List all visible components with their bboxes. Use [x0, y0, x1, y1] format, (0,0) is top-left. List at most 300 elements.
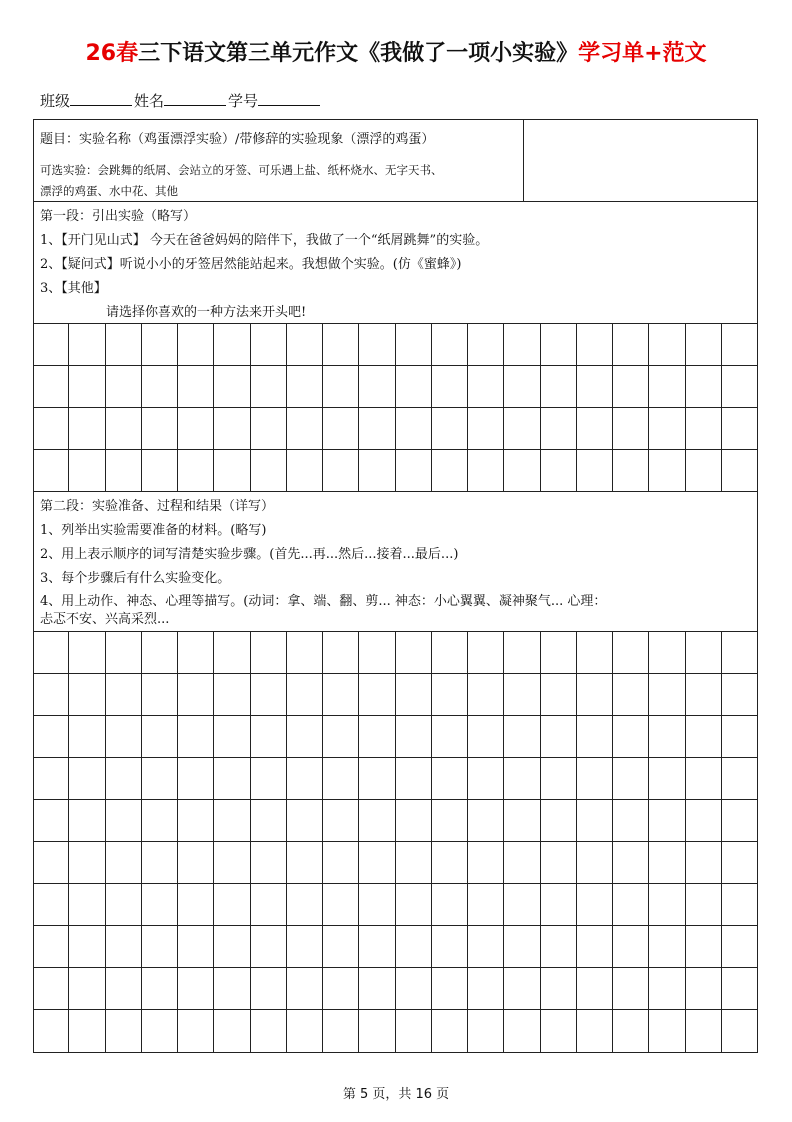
grid-cell[interactable] — [359, 674, 395, 715]
grid-cell[interactable] — [323, 884, 359, 925]
grid-cell[interactable] — [504, 800, 540, 841]
grid-cell[interactable] — [106, 324, 142, 365]
grid-cell[interactable] — [287, 324, 323, 365]
grid-cell[interactable] — [541, 842, 577, 883]
grid-cell[interactable] — [686, 884, 722, 925]
grid-cell[interactable] — [214, 408, 250, 449]
grid-cell[interactable] — [577, 1010, 613, 1052]
grid-cell[interactable] — [577, 450, 613, 492]
grid-cell[interactable] — [323, 450, 359, 492]
grid-cell[interactable] — [432, 408, 468, 449]
grid-cell[interactable] — [33, 884, 69, 925]
grid-cell[interactable] — [359, 842, 395, 883]
grid-cell[interactable] — [251, 408, 287, 449]
grid-cell[interactable] — [287, 450, 323, 492]
grid-cell[interactable] — [142, 450, 178, 492]
grid-cell[interactable] — [178, 450, 214, 492]
grid-cell[interactable] — [359, 450, 395, 492]
grid-cell[interactable] — [287, 366, 323, 407]
grid-cell[interactable] — [106, 674, 142, 715]
grid-cell[interactable] — [106, 926, 142, 967]
grid-cell[interactable] — [432, 450, 468, 492]
grid-cell[interactable] — [577, 758, 613, 799]
grid-cell[interactable] — [396, 968, 432, 1009]
grid-cell[interactable] — [396, 450, 432, 492]
grid-cell[interactable] — [396, 758, 432, 799]
grid-cell[interactable] — [69, 800, 105, 841]
grid-cell[interactable] — [649, 800, 685, 841]
grid-cell[interactable] — [541, 758, 577, 799]
grid-cell[interactable] — [613, 408, 649, 449]
grid-cell[interactable] — [178, 674, 214, 715]
grid-cell[interactable] — [178, 1010, 214, 1052]
grid-cell[interactable] — [432, 632, 468, 673]
grid-cell[interactable] — [69, 1010, 105, 1052]
grid-cell[interactable] — [468, 632, 504, 673]
grid-cell[interactable] — [504, 1010, 540, 1052]
grid-cell[interactable] — [251, 968, 287, 1009]
grid-cell[interactable] — [178, 758, 214, 799]
grid-cell[interactable] — [722, 758, 758, 799]
grid-cell[interactable] — [142, 674, 178, 715]
grid-cell[interactable] — [504, 884, 540, 925]
grid-cell[interactable] — [396, 926, 432, 967]
grid-cell[interactable] — [69, 632, 105, 673]
grid-cell[interactable] — [251, 758, 287, 799]
grid-cell[interactable] — [142, 968, 178, 1009]
grid-cell[interactable] — [541, 366, 577, 407]
grid-cell[interactable] — [251, 366, 287, 407]
grid-cell[interactable] — [106, 884, 142, 925]
grid-cell[interactable] — [178, 632, 214, 673]
grid-cell[interactable] — [214, 968, 250, 1009]
grid-cell[interactable] — [106, 968, 142, 1009]
grid-cell[interactable] — [432, 366, 468, 407]
topic-column-divider — [523, 119, 524, 201]
grid-cell[interactable] — [359, 1010, 395, 1052]
section1-item2: 2、【疑问式】听说小小的牙签居然能站起来。我想做个实验。(仿《蜜蜂》) — [40, 257, 462, 272]
grid-cell[interactable] — [541, 716, 577, 757]
grid-cell[interactable] — [69, 842, 105, 883]
grid-cell[interactable] — [323, 842, 359, 883]
grid-cell[interactable] — [686, 366, 722, 407]
grid-cell[interactable] — [359, 926, 395, 967]
grid-cell[interactable] — [33, 366, 69, 407]
grid-cell[interactable] — [613, 800, 649, 841]
grid-cell[interactable] — [504, 926, 540, 967]
grid-cell[interactable] — [251, 450, 287, 492]
grid-cell[interactable] — [468, 968, 504, 1009]
grid-cell[interactable] — [504, 968, 540, 1009]
grid-cell[interactable] — [69, 450, 105, 492]
grid-cell[interactable] — [396, 842, 432, 883]
title-grade-tag: 26春 — [85, 41, 139, 66]
grid-cell[interactable] — [541, 884, 577, 925]
grid-cell[interactable] — [504, 408, 540, 449]
grid-cell[interactable] — [214, 758, 250, 799]
section1-heading: 第一段：引出实验（略写） — [40, 209, 197, 224]
grid-cell[interactable] — [577, 632, 613, 673]
grid-row — [33, 674, 758, 716]
grid-cell[interactable] — [251, 842, 287, 883]
grid-cell[interactable] — [214, 716, 250, 757]
grid-cell[interactable] — [686, 968, 722, 1009]
grid-cell[interactable] — [251, 1010, 287, 1052]
grid-cell[interactable] — [613, 968, 649, 1009]
grid-cell[interactable] — [649, 674, 685, 715]
grid-cell[interactable] — [686, 1010, 722, 1052]
grid-cell[interactable] — [214, 450, 250, 492]
grid-cell[interactable] — [504, 716, 540, 757]
grid-cell[interactable] — [649, 408, 685, 449]
grid-cell[interactable] — [686, 450, 722, 492]
grid-cell[interactable] — [468, 366, 504, 407]
grid-cell[interactable] — [323, 408, 359, 449]
grid-cell[interactable] — [504, 758, 540, 799]
grid-cell[interactable] — [214, 800, 250, 841]
grid-cell[interactable] — [178, 716, 214, 757]
grid-cell[interactable] — [649, 366, 685, 407]
grid-cell[interactable] — [359, 758, 395, 799]
grid-cell[interactable] — [396, 632, 432, 673]
grid-cell[interactable] — [142, 1010, 178, 1052]
grid-cell[interactable] — [722, 716, 758, 757]
grid-cell[interactable] — [577, 366, 613, 407]
writing-grid-1[interactable] — [33, 324, 758, 492]
grid-cell[interactable] — [722, 324, 758, 365]
name-label: 姓名 — [134, 92, 165, 110]
grid-cell[interactable] — [142, 632, 178, 673]
grid-cell[interactable] — [396, 800, 432, 841]
grid-cell[interactable] — [613, 674, 649, 715]
grid-cell[interactable] — [577, 968, 613, 1009]
grid-cell[interactable] — [323, 716, 359, 757]
grid-cell[interactable] — [359, 968, 395, 1009]
grid-cell[interactable] — [33, 800, 69, 841]
grid-cell[interactable] — [69, 408, 105, 449]
grid-cell[interactable] — [722, 842, 758, 883]
grid-cell[interactable] — [613, 884, 649, 925]
grid-cell[interactable] — [396, 1010, 432, 1052]
grid-cell[interactable] — [396, 324, 432, 365]
grid-cell[interactable] — [396, 366, 432, 407]
grid-cell[interactable] — [649, 632, 685, 673]
grid-cell[interactable] — [33, 758, 69, 799]
grid-cell[interactable] — [178, 324, 214, 365]
grid-cell[interactable] — [323, 324, 359, 365]
grid-cell[interactable] — [106, 450, 142, 492]
grid-cell[interactable] — [722, 926, 758, 967]
grid-cell[interactable] — [504, 450, 540, 492]
grid-cell[interactable] — [323, 1010, 359, 1052]
grid-cell[interactable] — [504, 632, 540, 673]
grid-cell[interactable] — [649, 758, 685, 799]
grid-cell[interactable] — [686, 408, 722, 449]
grid-cell[interactable] — [396, 674, 432, 715]
grid-cell[interactable] — [142, 884, 178, 925]
grid-cell[interactable] — [69, 758, 105, 799]
grid-cell[interactable] — [468, 926, 504, 967]
grid-cell[interactable] — [541, 632, 577, 673]
grid-cell[interactable] — [69, 926, 105, 967]
grid-cell[interactable] — [432, 758, 468, 799]
grid-cell[interactable] — [468, 842, 504, 883]
grid-cell[interactable] — [541, 1010, 577, 1052]
grid-cell[interactable] — [106, 632, 142, 673]
grid-cell[interactable] — [178, 884, 214, 925]
grid-cell[interactable] — [287, 408, 323, 449]
grid-cell[interactable] — [323, 800, 359, 841]
id-blank[interactable] — [258, 91, 320, 106]
grid-cell[interactable] — [722, 674, 758, 715]
grid-cell[interactable] — [214, 884, 250, 925]
grid-cell[interactable] — [577, 800, 613, 841]
grid-cell[interactable] — [214, 1010, 250, 1052]
grid-cell[interactable] — [106, 1010, 142, 1052]
grid-cell[interactable] — [251, 800, 287, 841]
grid-cell[interactable] — [323, 366, 359, 407]
grid-cell[interactable] — [686, 632, 722, 673]
grid-cell[interactable] — [359, 366, 395, 407]
grid-cell[interactable] — [577, 324, 613, 365]
grid-cell[interactable] — [722, 450, 758, 492]
grid-cell[interactable] — [577, 674, 613, 715]
grid-row — [33, 716, 758, 758]
grid-cell[interactable] — [33, 324, 69, 365]
grid-cell[interactable] — [142, 800, 178, 841]
writing-grid-2[interactable] — [33, 632, 758, 1052]
grid-cell[interactable] — [649, 968, 685, 1009]
grid-cell[interactable] — [287, 758, 323, 799]
grid-cell[interactable] — [686, 324, 722, 365]
grid-cell[interactable] — [722, 800, 758, 841]
grid-cell[interactable] — [69, 324, 105, 365]
grid-cell[interactable] — [722, 884, 758, 925]
grid-cell[interactable] — [468, 674, 504, 715]
grid-cell[interactable] — [33, 450, 69, 492]
topic-options-line2: 漂浮的鸡蛋、水中花、其他 — [40, 184, 178, 198]
grid-cell[interactable] — [649, 324, 685, 365]
grid-cell[interactable] — [359, 408, 395, 449]
grid-cell[interactable] — [323, 968, 359, 1009]
grid-cell[interactable] — [214, 366, 250, 407]
grid-cell[interactable] — [432, 716, 468, 757]
grid-cell[interactable] — [178, 800, 214, 841]
grid-cell[interactable] — [541, 324, 577, 365]
grid-cell[interactable] — [613, 366, 649, 407]
grid-cell[interactable] — [541, 408, 577, 449]
grid-cell[interactable] — [214, 926, 250, 967]
grid-cell[interactable] — [323, 632, 359, 673]
grid-cell[interactable] — [142, 758, 178, 799]
grid-cell[interactable] — [106, 408, 142, 449]
grid-cell[interactable] — [33, 926, 69, 967]
class-blank[interactable] — [70, 91, 132, 106]
grid-cell[interactable] — [396, 408, 432, 449]
grid-cell[interactable] — [504, 674, 540, 715]
grid-cell[interactable] — [178, 842, 214, 883]
grid-cell[interactable] — [142, 842, 178, 883]
grid-cell[interactable] — [649, 1010, 685, 1052]
grid-cell[interactable] — [33, 408, 69, 449]
grid-cell[interactable] — [142, 366, 178, 407]
grid-cell[interactable] — [541, 800, 577, 841]
grid-cell[interactable] — [686, 842, 722, 883]
grid-cell[interactable] — [432, 884, 468, 925]
grid-cell[interactable] — [504, 842, 540, 883]
grid-cell[interactable] — [106, 716, 142, 757]
grid-cell[interactable] — [287, 674, 323, 715]
grid-cell[interactable] — [432, 324, 468, 365]
grid-cell[interactable] — [69, 366, 105, 407]
grid-cell[interactable] — [541, 674, 577, 715]
grid-cell[interactable] — [468, 758, 504, 799]
grid-cell[interactable] — [577, 842, 613, 883]
grid-cell[interactable] — [287, 1010, 323, 1052]
grid-cell[interactable] — [722, 968, 758, 1009]
grid-cell[interactable] — [359, 716, 395, 757]
grid-cell[interactable] — [287, 968, 323, 1009]
grid-cell[interactable] — [722, 632, 758, 673]
grid-cell[interactable] — [577, 716, 613, 757]
grid-cell[interactable] — [106, 366, 142, 407]
grid-cell[interactable] — [359, 632, 395, 673]
grid-cell[interactable] — [541, 968, 577, 1009]
grid-cell[interactable] — [33, 716, 69, 757]
grid-cell[interactable] — [432, 926, 468, 967]
grid-cell[interactable] — [142, 324, 178, 365]
grid-cell[interactable] — [686, 716, 722, 757]
section1-item3: 3、【其他】 — [40, 281, 107, 296]
grid-cell[interactable] — [722, 366, 758, 407]
grid-cell[interactable] — [33, 1010, 69, 1052]
grid-cell[interactable] — [287, 632, 323, 673]
section1-prompt: 请选择你喜欢的一种方法来开头吧! — [106, 305, 307, 320]
grid-row — [33, 926, 758, 968]
grid-cell[interactable] — [359, 800, 395, 841]
grid-cell[interactable] — [251, 716, 287, 757]
name-blank[interactable] — [164, 91, 226, 106]
grid-cell[interactable] — [396, 884, 432, 925]
grid-cell[interactable] — [649, 926, 685, 967]
grid-cell[interactable] — [686, 758, 722, 799]
grid-cell[interactable] — [686, 926, 722, 967]
grid-cell[interactable] — [214, 674, 250, 715]
grid-cell[interactable] — [287, 800, 323, 841]
grid-cell[interactable] — [541, 926, 577, 967]
grid-cell[interactable] — [359, 324, 395, 365]
grid-cell[interactable] — [287, 716, 323, 757]
grid-cell[interactable] — [251, 324, 287, 365]
grid-cell[interactable] — [613, 324, 649, 365]
grid-cell[interactable] — [214, 632, 250, 673]
grid-cell[interactable] — [432, 842, 468, 883]
grid-cell[interactable] — [432, 1010, 468, 1052]
grid-cell[interactable] — [504, 366, 540, 407]
grid-cell[interactable] — [468, 716, 504, 757]
grid-row — [33, 968, 758, 1010]
grid-cell[interactable] — [396, 716, 432, 757]
grid-cell[interactable] — [106, 800, 142, 841]
grid-cell[interactable] — [69, 968, 105, 1009]
grid-cell[interactable] — [69, 884, 105, 925]
grid-cell[interactable] — [33, 632, 69, 673]
grid-cell[interactable] — [577, 408, 613, 449]
grid-cell[interactable] — [287, 842, 323, 883]
grid-cell[interactable] — [686, 800, 722, 841]
grid-cell[interactable] — [69, 716, 105, 757]
grid-cell[interactable] — [613, 450, 649, 492]
grid-cell[interactable] — [251, 632, 287, 673]
grid-cell[interactable] — [178, 968, 214, 1009]
grid-cell[interactable] — [468, 408, 504, 449]
grid-cell[interactable] — [432, 674, 468, 715]
grid-cell[interactable] — [142, 716, 178, 757]
grid-cell[interactable] — [541, 450, 577, 492]
grid-cell[interactable] — [323, 926, 359, 967]
grid-cell[interactable] — [33, 842, 69, 883]
grid-cell[interactable] — [323, 674, 359, 715]
grid-cell[interactable] — [287, 926, 323, 967]
grid-cell[interactable] — [468, 884, 504, 925]
grid-cell[interactable] — [468, 450, 504, 492]
grid-cell[interactable] — [649, 450, 685, 492]
grid-cell[interactable] — [577, 884, 613, 925]
grid-cell[interactable] — [106, 758, 142, 799]
grid-cell[interactable] — [649, 716, 685, 757]
grid-cell[interactable] — [649, 884, 685, 925]
grid-cell[interactable] — [323, 758, 359, 799]
grid-cell[interactable] — [33, 968, 69, 1009]
grid-cell[interactable] — [287, 884, 323, 925]
grid-cell[interactable] — [142, 408, 178, 449]
grid-cell[interactable] — [432, 968, 468, 1009]
grid-cell[interactable] — [613, 758, 649, 799]
grid-cell[interactable] — [106, 842, 142, 883]
grid-cell[interactable] — [649, 842, 685, 883]
grid-cell[interactable] — [178, 366, 214, 407]
grid-cell[interactable] — [613, 926, 649, 967]
grid-cell[interactable] — [142, 926, 178, 967]
grid-cell[interactable] — [722, 1010, 758, 1052]
grid-cell[interactable] — [33, 674, 69, 715]
grid-cell[interactable] — [214, 324, 250, 365]
grid-cell[interactable] — [432, 800, 468, 841]
grid-cell[interactable] — [613, 632, 649, 673]
grid-cell[interactable] — [613, 716, 649, 757]
grid-cell[interactable] — [251, 884, 287, 925]
topic-title: 题目：实验名称（鸡蛋漂浮实验）/带修辞的实验现象（漂浮的鸡蛋） — [40, 132, 435, 147]
grid-cell[interactable] — [359, 884, 395, 925]
grid-cell[interactable] — [214, 842, 250, 883]
grid-cell[interactable] — [468, 800, 504, 841]
grid-row — [33, 366, 758, 408]
grid-cell[interactable] — [251, 926, 287, 967]
grid-cell[interactable] — [69, 674, 105, 715]
grid-cell[interactable] — [251, 674, 287, 715]
grid-row — [33, 842, 758, 884]
grid-cell[interactable] — [577, 926, 613, 967]
grid-cell[interactable] — [468, 1010, 504, 1052]
grid-cell[interactable] — [468, 324, 504, 365]
grid-cell[interactable] — [178, 408, 214, 449]
grid-cell[interactable] — [504, 324, 540, 365]
grid-cell[interactable] — [722, 408, 758, 449]
grid-cell[interactable] — [686, 674, 722, 715]
grid-cell[interactable] — [178, 926, 214, 967]
grid-cell[interactable] — [613, 842, 649, 883]
grid-cell[interactable] — [613, 1010, 649, 1052]
